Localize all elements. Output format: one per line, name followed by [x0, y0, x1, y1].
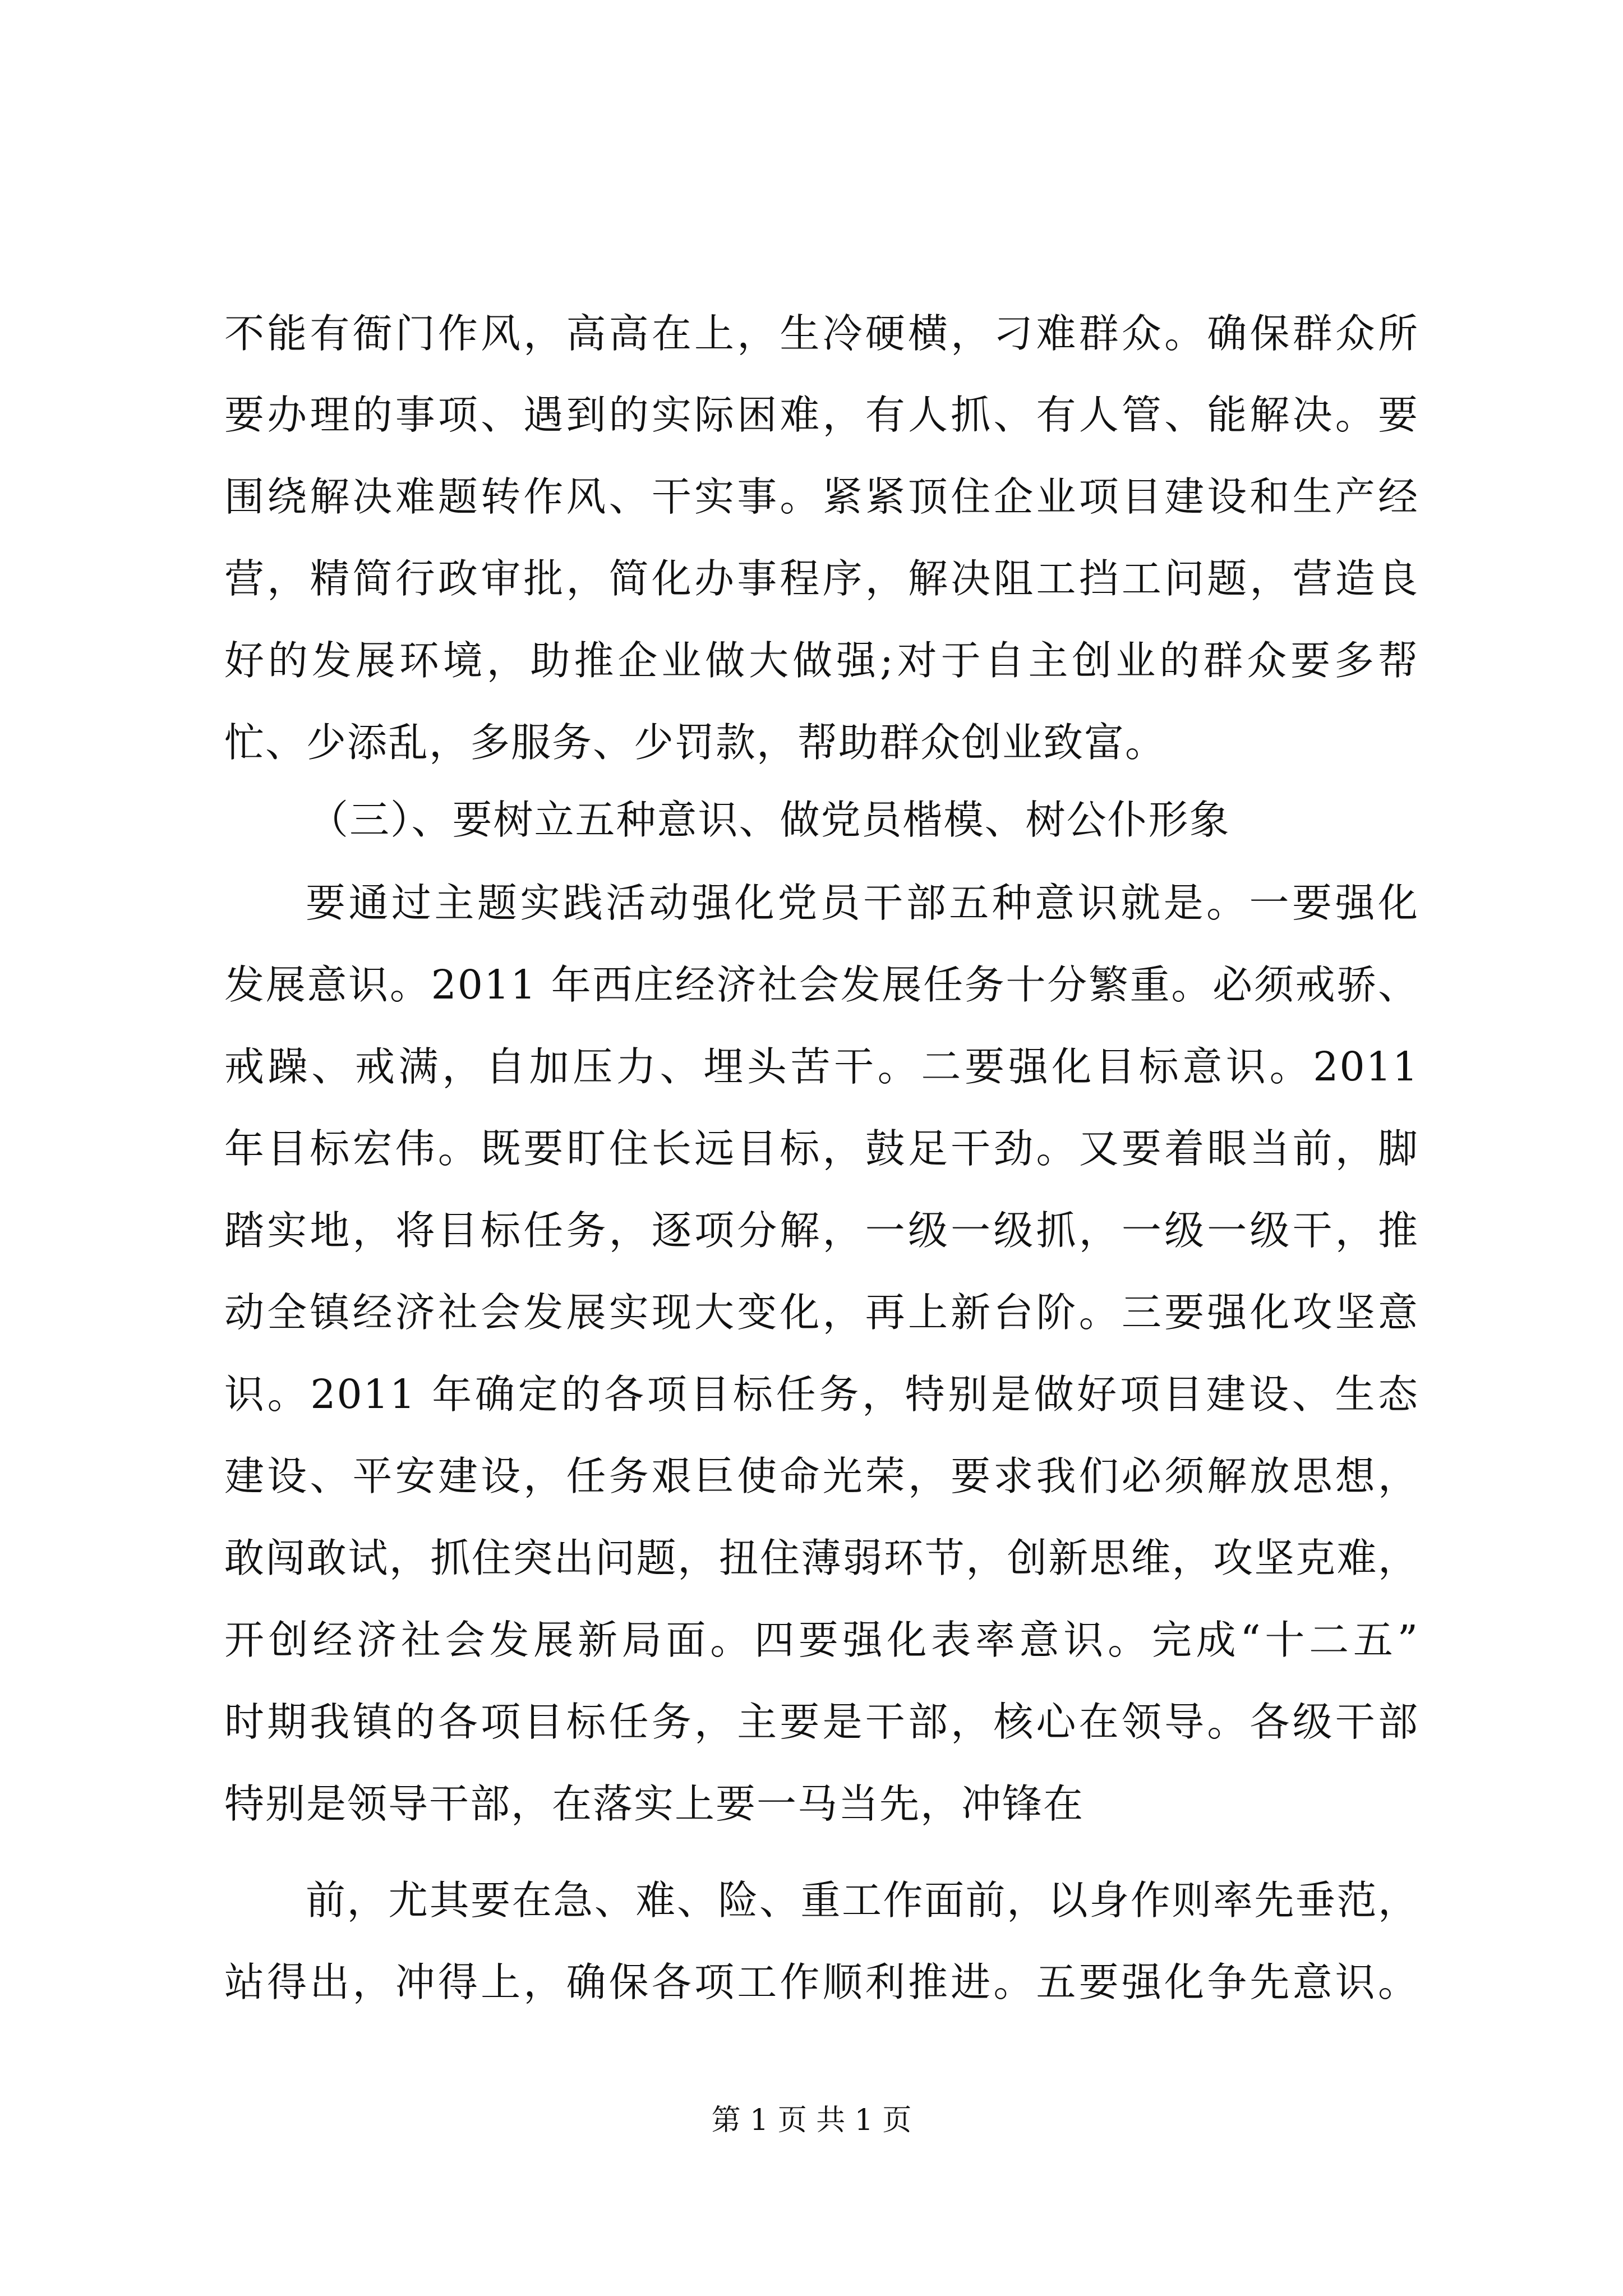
- text-line: 建设、平安建设，任务艰巨使命光荣，要求我们必须解放思想，: [224, 1453, 1419, 1499]
- text-line: 年目标宏伟。既要盯住长远目标，鼓足干劲。又要着眼当前，脚: [224, 1125, 1419, 1172]
- text-line: 踏实地，将目标任务，逐项分解，一级一级抓，一级一级干，推: [224, 1207, 1419, 1254]
- section-heading: （三）、要树立五种意识、做党员楷模、树公仆形象: [308, 797, 1230, 843]
- text-line: 好的发展环境，助推企业做大做强;对于自主创业的群众要多帮: [224, 637, 1419, 684]
- text-line: 敢闯敢试，抓住突出问题，扭住薄弱环节，创新思维，攻坚克难，: [224, 1535, 1419, 1581]
- text-line: 开创经济社会发展新局面。四要强化表率意识。完成“十二五”: [224, 1617, 1419, 1663]
- text-line: 时期我镇的各项目标任务，主要是干部，核心在领导。各级干部: [224, 1699, 1419, 1745]
- text-line: 围绕解决难题转作风、干实事。紧紧顶住企业项目建设和生产经: [224, 473, 1419, 520]
- text-line: 站得出，冲得上，确保各项工作顺利推进。五要强化争先意识。: [224, 1959, 1419, 2005]
- page-footer: 第 1 页 共 1 页: [711, 2104, 912, 2137]
- text-line: 动全镇经济社会发展实现大变化，再上新台阶。三要强化攻坚意: [224, 1289, 1419, 1336]
- text-line: 发展意识。2011 年西庄经济社会发展任务十分繁重。必须戒骄、: [224, 961, 1419, 1008]
- text-line: 要办理的事项、遇到的实际困难，有人抓、有人管、能解决。要: [224, 392, 1419, 438]
- text-line: 前，尤其要在急、难、险、重工作面前，以身作则率先垂范，: [306, 1877, 1419, 1924]
- text-line: 不能有衙门作风，高高在上，生冷硬横，刁难群众。确保群众所: [224, 310, 1419, 357]
- text-line: 特别是领导干部，在落实上要一马当先，冲锋在: [224, 1780, 1085, 1827]
- text-line: 要通过主题实践活动强化党员干部五种意识就是。一要强化: [306, 880, 1419, 926]
- text-line: 忙、少添乱，多服务、少罚款，帮助群众创业致富。: [224, 719, 1166, 766]
- text-line: 营，精简行政审批，简化办事程序，解决阻工挡工问题，营造良: [224, 555, 1419, 602]
- text-line: 戒躁、戒满，自加压力、埋头苦干。二要强化目标意识。2011: [224, 1043, 1419, 1090]
- text-line: 识。2011 年确定的各项目标任务，特别是做好项目建设、生态: [224, 1371, 1419, 1418]
